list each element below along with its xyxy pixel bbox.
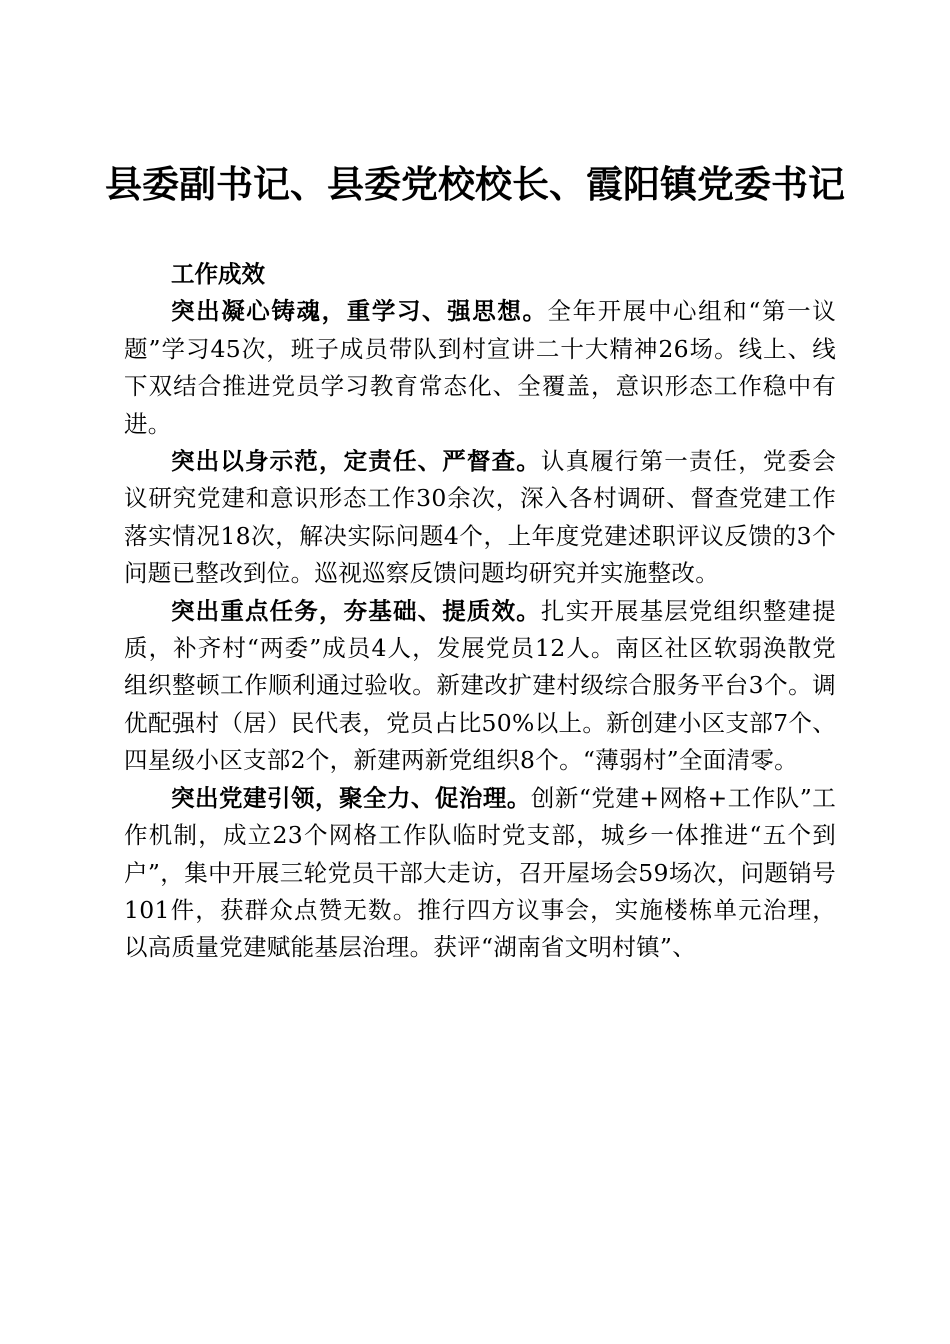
paragraph-text: 全年开展中心组和“第一议题”学习45次，班子成员带队到村宣讲二十大精神26场。线上、线下双结合推进党员学习教育常态化、全覆盖，意识形态工作稳中有进。 [124, 297, 836, 438]
paragraph-3 [124, 593, 836, 780]
paragraph-1 [124, 293, 836, 443]
paragraph-text: 认真履行第一责任，党委会议研究党建和意识形态工作30余次，深入各村调研、督查党建工作落实情况18次，解决实际问题4个，上年度党建述职评议反馈的3个问题已整改到位。巡视巡察反馈问题均研究并实施整改。 [124, 447, 836, 588]
paragraph-lead: 突出以身示范，定责任、严督查。 [171, 447, 541, 476]
paragraph-4 [124, 780, 836, 967]
paragraph-text: 创新“党建+网格+工作队”工作机制，成立23个网格工作队临时党支部，城乡一体推进“五个到户”，集中开展三轮党员干部大走访，召开屋场会59场次，问题销号101件，获群众点赞无数。推行四方议事会，实施楼栋单元治理，以高质量党建赋能基层治理。获评“湖南省文明村镇”、 [124, 783, 837, 962]
document-body [124, 256, 836, 967]
paragraph-2 [124, 443, 836, 593]
paragraph-text: 扎实开展基层党组织整建提质，补齐村“两委”成员4人，发展党员12人。南区社区软弱涣散党组织整顿工作顺利通过验收。新建改扩建村级综合服务平台3个。调优配强村（居）民代表，党员占比50%以上。新创建小区支部7个、四星级小区支部2个，新建两新党组织8个。“薄弱村”全面清零。 [124, 596, 836, 775]
paragraph-lead: 突出重点任务，夯基础、提质效。 [171, 596, 541, 625]
paragraph-lead: 突出党建引领，聚全力、促治理。 [171, 783, 531, 812]
section-heading: 工作成效 [171, 260, 265, 288]
paragraph-lead: 突出凝心铸魂，重学习、强思想。 [171, 297, 548, 326]
document-title: 县委副书记、县委党校校长、霞阳镇党委书记 [105, 162, 845, 206]
